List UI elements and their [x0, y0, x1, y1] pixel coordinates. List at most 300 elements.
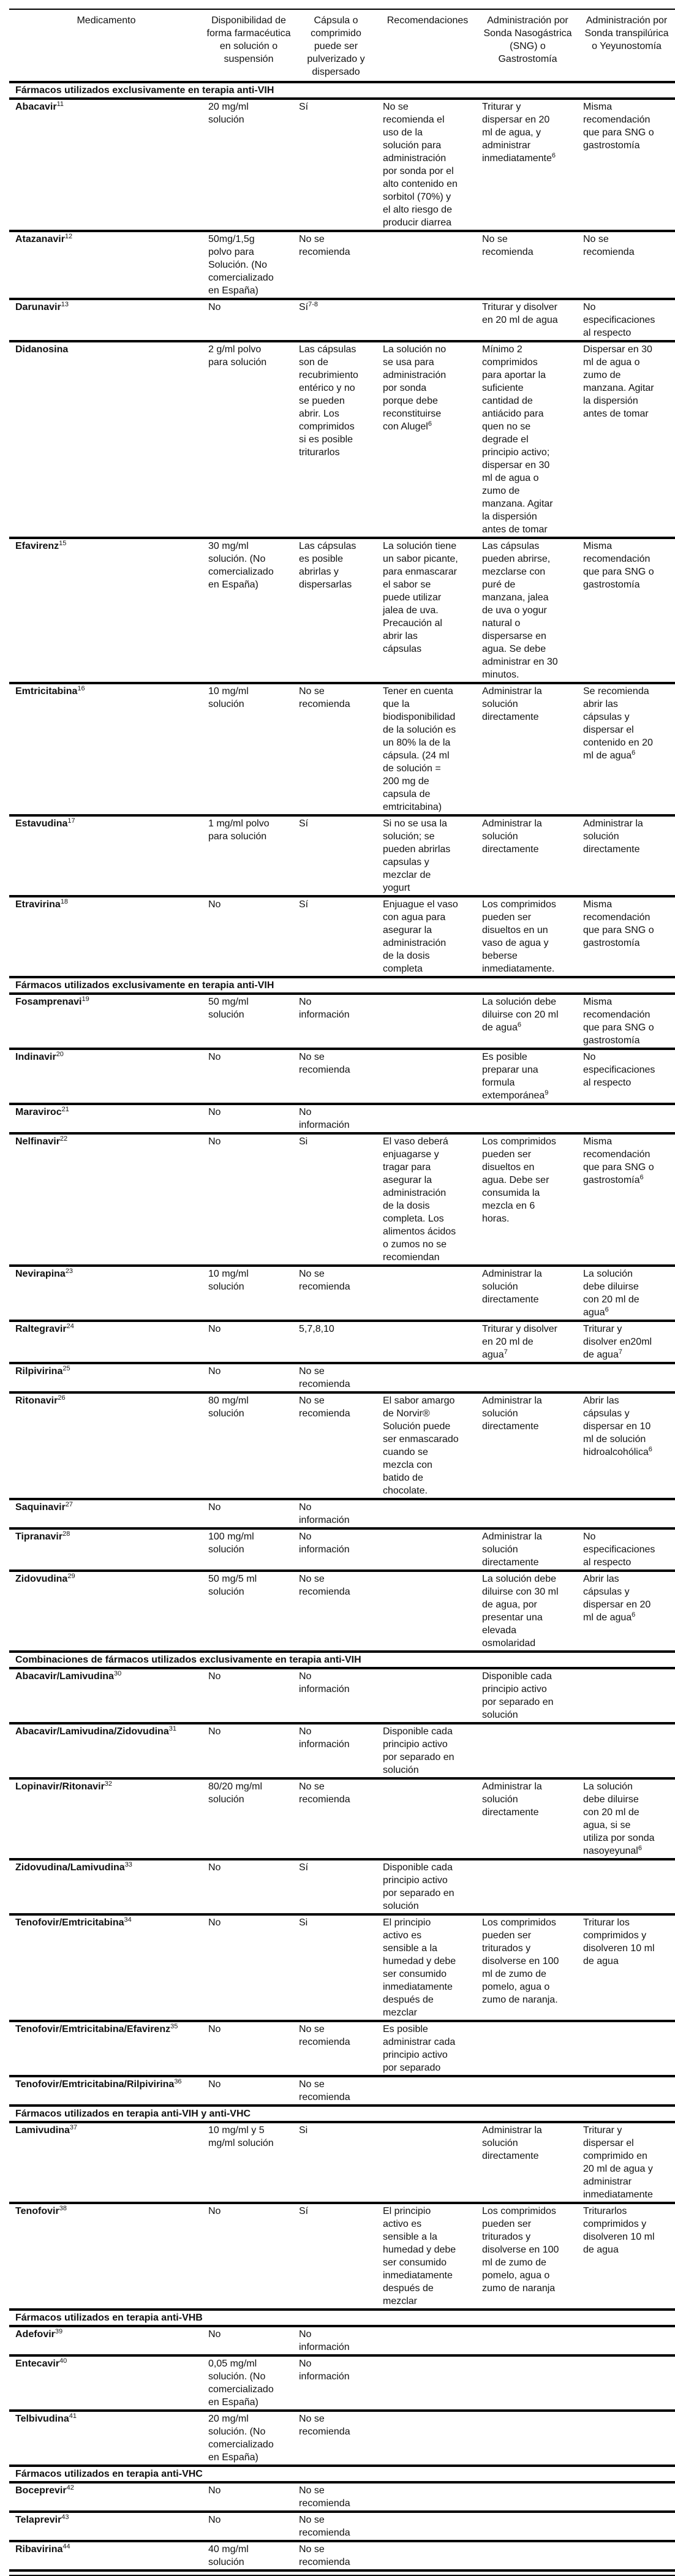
cell-text: Si — [299, 2125, 308, 2136]
sng-gastrostomy-cell — [477, 2122, 578, 2203]
transpyloric-cell — [578, 2076, 675, 2106]
sng-gastrostomy-cell — [477, 683, 578, 815]
solution-availability-cell — [203, 538, 294, 683]
cell-text: Abrir las cápsulas y dispersar en 20 ml de agua — [583, 1574, 651, 1623]
table-row — [9, 2203, 675, 2310]
cell-text: Sí — [299, 818, 309, 829]
drug-name: Nevirapina — [15, 1269, 66, 1279]
footnote-reference: 6 — [517, 1021, 521, 1029]
drug-name: Estavudina — [15, 818, 68, 829]
cell-text: Si — [299, 1136, 308, 1147]
reference-number: 31 — [168, 1725, 176, 1732]
section-header-row — [9, 1652, 675, 1668]
cell-text: Administrar la solución directamente — [482, 1396, 542, 1432]
cell-text: El principio activo es sensible a la humedad y debe ser consumido inmediatamente después de mezclar — [383, 1917, 456, 2018]
drug-name: Didanosina — [15, 344, 69, 355]
recommendations-cell — [378, 2411, 477, 2466]
cell-text: 10 mg/ml solución — [208, 1269, 249, 1292]
cell-text: La solución debe diluirse con 20 ml de agua — [482, 997, 559, 1033]
cell-text: No se recomienda — [299, 2485, 350, 2509]
cell-text: 80 mg/ml solución — [208, 1396, 249, 1419]
section-title: Fármacos utilizados exclusivamente en terapia anti-VIH — [15, 980, 274, 991]
recommendations-cell — [378, 2512, 477, 2541]
header-sng-gastrostomy: Administración por Sonda Nasogástrica (SNG) o Gastrostomía — [483, 15, 572, 64]
recommendations-cell — [378, 1914, 477, 2021]
solution-availability-cell — [203, 896, 294, 977]
cell-text: No se recomienda — [299, 2414, 350, 2437]
crushable-cell — [294, 2355, 378, 2411]
drug-name-cell — [9, 2411, 203, 2466]
transpyloric-cell — [578, 299, 675, 341]
cell-text: Triturar y dispersar el comprimido en 20 ml de agua y administrar inmediatamente — [583, 2125, 653, 2200]
drug-name: Boceprevir — [15, 2485, 67, 2496]
drug-name-cell — [9, 299, 203, 341]
cell-text: No se recomienda — [299, 686, 350, 709]
cell-text: 100 mg/ml solución — [208, 1532, 254, 1555]
sng-gastrostomy-cell — [477, 341, 578, 538]
cell-text: No información — [299, 1532, 350, 1555]
footnote-reference: 6 — [632, 1611, 636, 1618]
cell-text: Misma recomendación que para SNG o gastrostomía — [583, 541, 654, 590]
transpyloric-cell — [578, 1266, 675, 1321]
crushable-cell — [294, 1104, 378, 1133]
table-row — [9, 1528, 675, 1571]
cell-text: Triturar y dispersar en 20 ml de agua, y administrar inmediatamente — [482, 102, 552, 164]
recommendations-cell — [378, 1392, 477, 1499]
drug-name-cell — [9, 2541, 203, 2570]
drug-name: Emtricitabina — [15, 686, 78, 697]
table-row — [9, 2076, 675, 2106]
solution-availability-cell — [203, 1723, 294, 1778]
recommendations-cell — [378, 538, 477, 683]
recommendations-cell — [378, 1571, 477, 1652]
recommendations-cell — [378, 815, 477, 896]
drug-name-cell — [9, 1392, 203, 1499]
sng-gastrostomy-cell — [477, 2076, 578, 2106]
drug-name: Abacavir/Lamivudina/Zidovudina — [15, 1726, 169, 1737]
drug-name: Tenofovir/Emtricitabina/Rilpivirina — [15, 2079, 175, 2090]
reference-number: 42 — [66, 2484, 74, 2491]
sng-gastrostomy-cell — [477, 2512, 578, 2541]
reference-number: 32 — [104, 1780, 113, 1788]
drug-name-cell — [9, 1363, 203, 1392]
cell-text: No — [208, 2079, 221, 2090]
drug-name: Ritonavir — [15, 1396, 58, 1406]
header-crushable: Cápsula o comprimido puede ser pulverizado y dispersado — [307, 15, 365, 77]
cell-text: No se recomienda — [299, 2515, 350, 2538]
crushable-cell — [294, 1571, 378, 1652]
reference-number: 43 — [61, 2514, 69, 2521]
cell-text: Misma recomendación que para SNG o gastrostomía — [583, 102, 654, 151]
cell-text: Triturar y disolver en20ml de agua — [583, 1324, 652, 1360]
cell-text: 1 mg/ml polvo para solución — [208, 818, 270, 842]
cell-text: Los comprimidos pueden ser triturados y disolverse en 100 ml de zumo de pomelo, agua o zumo de naranja — [482, 2206, 559, 2294]
reference-number: 27 — [65, 1501, 74, 1508]
crushable-cell — [294, 994, 378, 1049]
reference-number: 13 — [61, 301, 69, 308]
solution-availability-cell — [203, 99, 294, 231]
cell-text: Enjuague el vaso con agua para asegurar la administración de la dosis completa — [383, 899, 458, 974]
drug-name-cell — [9, 2326, 203, 2355]
crushable-cell — [294, 1668, 378, 1723]
sng-gastrostomy-cell — [477, 1266, 578, 1321]
footnote-reference: 9 — [545, 1089, 549, 1097]
recommendations-cell — [378, 2203, 477, 2310]
cell-text: Los comprimidos pueden ser disueltos en agua. Debe ser consumida la mezcla en 6 horas. — [482, 1136, 556, 1224]
recommendations-cell — [378, 2482, 477, 2512]
solution-availability-cell — [203, 2541, 294, 2570]
table-row — [9, 2482, 675, 2512]
transpyloric-cell — [578, 896, 675, 977]
reference-number: 35 — [170, 2023, 178, 2030]
drug-name-cell — [9, 1321, 203, 1363]
solution-availability-cell — [203, 1392, 294, 1499]
solution-availability-cell — [203, 341, 294, 538]
sng-gastrostomy-cell — [477, 2482, 578, 2512]
cell-text: Disponible cada principio activo por separado en solución — [383, 1862, 454, 1911]
drug-name: Telaprevir — [15, 2515, 62, 2525]
crushable-cell — [294, 1266, 378, 1321]
recommendations-cell — [378, 1778, 477, 1859]
cell-text: No información — [299, 1502, 350, 1525]
crushable-cell — [294, 99, 378, 231]
reference-number: 20 — [56, 1051, 64, 1058]
table-row — [9, 1914, 675, 2021]
recommendations-cell — [378, 1133, 477, 1266]
table-row — [9, 2122, 675, 2203]
solution-availability-cell — [203, 1528, 294, 1571]
transpyloric-cell — [578, 994, 675, 1049]
sng-gastrostomy-cell — [477, 1528, 578, 1571]
sng-gastrostomy-cell — [477, 815, 578, 896]
crushable-cell — [294, 231, 378, 299]
solution-availability-cell — [203, 1571, 294, 1652]
cell-text: Sí — [299, 899, 309, 910]
drug-name: Indinavir — [15, 1052, 56, 1062]
cell-text: No — [208, 1502, 221, 1513]
cell-text: No información — [299, 2359, 350, 2382]
sng-gastrostomy-cell — [477, 538, 578, 683]
transpyloric-cell — [578, 1499, 675, 1528]
drug-name-cell — [9, 1133, 203, 1266]
recommendations-cell — [378, 896, 477, 977]
reference-number: 23 — [65, 1267, 74, 1275]
transpyloric-cell — [578, 2122, 675, 2203]
cell-text: Si — [299, 1917, 308, 1928]
cell-text: No — [208, 302, 221, 312]
cell-text: 50 mg/5 ml solución — [208, 1574, 257, 1597]
cell-text: No se recomienda — [299, 2024, 350, 2047]
solution-availability-cell — [203, 1363, 294, 1392]
transpyloric-cell — [578, 1392, 675, 1499]
solution-availability-cell — [203, 1133, 294, 1266]
cell-text: No — [208, 1366, 221, 1377]
transpyloric-cell — [578, 231, 675, 299]
cell-text: Administrar la solución directamente — [482, 686, 542, 722]
cell-text: 80/20 mg/ml solución — [208, 1781, 263, 1805]
table-row — [9, 1723, 675, 1778]
cell-text: 0,05 mg/ml solución. (No comercializado en España) — [208, 2359, 274, 2408]
drug-name-cell — [9, 2203, 203, 2310]
cell-text: El vaso deberá enjuagarse y tragar para asegurar la administración de la dosis completa. Los alimentos ácidos o zumos no se recomiendan — [383, 1136, 456, 1263]
cell-text: No información — [299, 2329, 350, 2352]
cell-text: No se recomienda — [299, 1052, 350, 1075]
section-header-row — [9, 82, 675, 99]
recommendations-cell — [378, 99, 477, 231]
crushable-cell — [294, 299, 378, 341]
table-row — [9, 1392, 675, 1499]
cell-text: Dispersar en 30 ml de agua o zumo de manzana. Agitar la dispersión antes de tomar — [583, 344, 654, 419]
table-row — [9, 2411, 675, 2466]
table-row — [9, 2512, 675, 2541]
drug-name: Lamivudina — [15, 2125, 70, 2136]
cell-text: Los comprimidos pueden ser disueltos en un vaso de agua y beberse inmediatamente. — [482, 899, 556, 974]
drug-name-cell — [9, 1859, 203, 1914]
cell-text: No — [208, 1862, 221, 1873]
drug-name-cell — [9, 683, 203, 815]
transpyloric-cell — [578, 2326, 675, 2355]
crushable-cell — [294, 2512, 378, 2541]
cell-text: Abrir las cápsulas y dispersar en 10 ml de solución hidroalcohólica — [583, 1396, 651, 1457]
solution-availability-cell — [203, 2482, 294, 2512]
solution-availability-cell — [203, 2021, 294, 2076]
cell-text: Las cápsulas son de recubrimiento entérico y no se pueden abrir. Los comprimidos si es posible triturarlos — [299, 344, 358, 458]
drug-name: Maraviroc — [15, 1107, 62, 1117]
sng-gastrostomy-cell — [477, 231, 578, 299]
reference-number: 15 — [59, 540, 67, 547]
cell-text: No información — [299, 1726, 350, 1750]
transpyloric-cell — [578, 1668, 675, 1723]
cell-text: No — [208, 2206, 221, 2216]
cell-text: La solución no se usa para administración por sonda porque debe reconstituirse con Alugel — [383, 344, 447, 432]
drug-name: Raltegravir — [15, 1324, 67, 1334]
recommendations-cell — [378, 2355, 477, 2411]
solution-availability-cell — [203, 299, 294, 341]
drug-name: Darunavir — [15, 302, 61, 312]
drug-name-cell — [9, 815, 203, 896]
transpyloric-cell — [578, 2355, 675, 2411]
solution-availability-cell — [203, 2122, 294, 2203]
recommendations-cell — [378, 1859, 477, 1914]
section-title: Fármacos utilizados en terapia anti-VHB — [15, 2313, 203, 2323]
sng-gastrostomy-cell — [477, 2021, 578, 2076]
recommendations-cell — [378, 1104, 477, 1133]
crushable-cell — [294, 1723, 378, 1778]
sng-gastrostomy-cell — [477, 1859, 578, 1914]
sng-gastrostomy-cell — [477, 1104, 578, 1133]
crushable-cell — [294, 2203, 378, 2310]
cell-text: Sí — [299, 1862, 309, 1873]
reference-number: 11 — [56, 100, 64, 108]
crushable-cell — [294, 1528, 378, 1571]
section-header-row — [9, 2466, 675, 2482]
footnote-reference: 7-8 — [308, 301, 319, 308]
drug-name: Tipranavir — [15, 1532, 63, 1542]
solution-availability-cell — [203, 1668, 294, 1723]
cell-text: No se recomienda — [299, 2079, 350, 2102]
table-row — [9, 2021, 675, 2076]
table-row — [9, 341, 675, 538]
drug-name: Zidovudina/Lamivudina — [15, 1862, 125, 1873]
recommendations-cell — [378, 1266, 477, 1321]
transpyloric-cell — [578, 1914, 675, 2021]
section-header-row — [9, 977, 675, 994]
reference-number: 28 — [62, 1530, 70, 1538]
recommendations-cell — [378, 1049, 477, 1104]
section-title: Fármacos utilizados en terapia anti-VHC — [15, 2469, 203, 2479]
table-row — [9, 2355, 675, 2411]
cell-text: Administrar la solución directamente — [583, 818, 643, 855]
cell-text: No información — [299, 1671, 350, 1694]
crushable-cell — [294, 1049, 378, 1104]
crushable-cell — [294, 683, 378, 815]
section-title: Combinaciones de fármacos utilizados exclusivamente en terapia anti-VIH — [15, 1655, 361, 1665]
drug-name: Etravirina — [15, 899, 61, 910]
cell-text: No — [208, 1136, 221, 1147]
solution-availability-cell — [203, 815, 294, 896]
table-body — [9, 82, 675, 2570]
table-row — [9, 1104, 675, 1133]
cell-text: Es posible preparar una formula extemporánea — [482, 1052, 545, 1101]
reference-number: 38 — [59, 2205, 67, 2212]
sng-gastrostomy-cell — [477, 1778, 578, 1859]
table-row — [9, 538, 675, 683]
crushable-cell — [294, 1392, 378, 1499]
cell-text: No se recomienda el uso de la solución para administración por sonda por el alto contenido en sorbitol (70%) y el alto riesgo de producir diarrea — [383, 102, 458, 228]
cell-text: Disponible cada principio activo por separado en solución — [482, 1671, 554, 1720]
crushable-cell — [294, 2482, 378, 2512]
drug-name-cell — [9, 1668, 203, 1723]
footnote-reference: 6 — [605, 1306, 609, 1313]
cell-text: Tener en cuenta que la biodisponibilidad de la solución es un 80% la de la cápsula. (24 ml de solución = 200 mg de capsula de emtricitabina) — [383, 686, 456, 812]
sng-gastrostomy-cell — [477, 1133, 578, 1266]
transpyloric-cell — [578, 815, 675, 896]
drug-name-cell — [9, 1723, 203, 1778]
drug-name-cell — [9, 2021, 203, 2076]
cell-text: El principio activo es sensible a la humedad y debe ser consumido inmediatamente después de mezclar — [383, 2206, 456, 2306]
crushable-cell — [294, 1859, 378, 1914]
sng-gastrostomy-cell — [477, 896, 578, 977]
recommendations-cell — [378, 1528, 477, 1571]
cell-text: Misma recomendación que para SNG o gastrostomía — [583, 899, 654, 948]
transpyloric-cell — [578, 2021, 675, 2076]
solution-availability-cell — [203, 1914, 294, 2021]
reference-number: 39 — [55, 2328, 63, 2335]
solution-availability-cell — [203, 2512, 294, 2541]
cell-text: No — [208, 2329, 221, 2340]
cell-text: No se recomienda — [299, 1574, 350, 1597]
drug-name: Tenofovir — [15, 2206, 59, 2216]
sng-gastrostomy-cell — [477, 994, 578, 1049]
drug-name: Saquinavir — [15, 1502, 66, 1513]
section-title: Fármacos utilizados exclusivamente en terapia anti-VIH — [15, 85, 274, 96]
cell-text: No especificaciones al respecto — [583, 302, 655, 338]
drug-name-cell — [9, 2512, 203, 2541]
recommendations-cell — [378, 231, 477, 299]
reference-number: 21 — [61, 1106, 69, 1113]
footnote-reference: 7 — [503, 1348, 508, 1356]
section-title: Fármacos utilizados en terapia anti-VIH y anti-VHC — [15, 2109, 251, 2119]
cell-text: No se recomienda — [299, 1269, 350, 1292]
sng-gastrostomy-cell — [477, 1668, 578, 1723]
cell-text: No — [208, 2485, 221, 2496]
table-row — [9, 683, 675, 815]
drug-name: Tenofovir/Emtricitabina — [15, 1917, 124, 1928]
table-row — [9, 299, 675, 341]
recommendations-cell — [378, 341, 477, 538]
drug-name: Rilpivirina — [15, 1366, 63, 1377]
drug-name-cell — [9, 1499, 203, 1528]
recommendations-cell — [378, 2021, 477, 2076]
drug-name: Zidovudina — [15, 1574, 68, 1584]
recommendations-cell — [378, 683, 477, 815]
drug-name-cell — [9, 1571, 203, 1652]
cell-text: Triturar y disolver en 20 ml de agua — [482, 302, 558, 325]
reference-number: 22 — [59, 1135, 68, 1143]
drug-name: Nelfinavir — [15, 1136, 60, 1147]
cell-text: No especificaciones al respecto — [583, 1052, 655, 1088]
transpyloric-cell — [578, 1859, 675, 1914]
cell-text: No — [208, 2024, 221, 2034]
table-row — [9, 1571, 675, 1652]
table-row — [9, 1133, 675, 1266]
drug-name: Atazanavir — [15, 234, 65, 244]
reference-number: 34 — [124, 1916, 132, 1924]
solution-availability-cell — [203, 1321, 294, 1363]
cell-text: 30 mg/ml solución. (No comercializado en España) — [208, 541, 274, 590]
sng-gastrostomy-cell — [477, 2541, 578, 2570]
cell-text: 10 mg/ml y 5 mg/ml solución — [208, 2125, 274, 2148]
header-recommendations: Recomendaciones — [387, 15, 469, 26]
recommendations-cell — [378, 2076, 477, 2106]
cell-text: 20 mg/ml solución. (No comercializado en España) — [208, 2414, 274, 2463]
crushable-cell — [294, 1499, 378, 1528]
recommendations-cell — [378, 299, 477, 341]
cell-text: Mínimo 2 comprimidos para aportar la suficiente cantidad de antiácido para quen no se degrade el principio activo; dispersar en 30 ml de agua o zumo de manzana. Agitar la dispersión antes de tomar — [482, 344, 553, 535]
drug-administration-table — [9, 9, 675, 2572]
cell-text: Es posible administrar cada principio activo por separado — [383, 2024, 456, 2073]
cell-text: Si no se usa la solución; se pueden abrirlas capsulas y mezclar de yogurt — [383, 818, 451, 893]
drug-name: Entecavir — [15, 2359, 60, 2369]
drug-name: Efavirenz — [15, 541, 59, 551]
transpyloric-cell — [578, 1104, 675, 1133]
table-row — [9, 231, 675, 299]
reference-number: 16 — [77, 685, 85, 692]
cell-text: No información — [299, 1107, 350, 1130]
recommendations-cell — [378, 1321, 477, 1363]
solution-availability-cell — [203, 2411, 294, 2466]
drug-name-cell — [9, 2122, 203, 2203]
cell-text: No se recomienda — [299, 234, 350, 257]
cell-text: Se recomienda abrir las cápsulas y dispersar el contenido en 20 ml de agua — [583, 686, 653, 761]
transpyloric-cell — [578, 1571, 675, 1652]
table-row — [9, 1049, 675, 1104]
crushable-cell — [294, 1914, 378, 2021]
crushable-cell — [294, 2076, 378, 2106]
drug-name-cell — [9, 1266, 203, 1321]
drug-name-cell — [9, 1914, 203, 2021]
sng-gastrostomy-cell — [477, 2203, 578, 2310]
crushable-cell — [294, 2122, 378, 2203]
drug-name-cell — [9, 1049, 203, 1104]
reference-number: 41 — [69, 2412, 77, 2420]
table-row — [9, 1363, 675, 1392]
cell-text: No — [208, 1671, 221, 1682]
drug-name: Lopinavir/Ritonavir — [15, 1781, 105, 1792]
sng-gastrostomy-cell — [477, 2326, 578, 2355]
cell-text: No especificaciones al respecto — [583, 1532, 655, 1568]
reference-number: 36 — [174, 2078, 182, 2085]
